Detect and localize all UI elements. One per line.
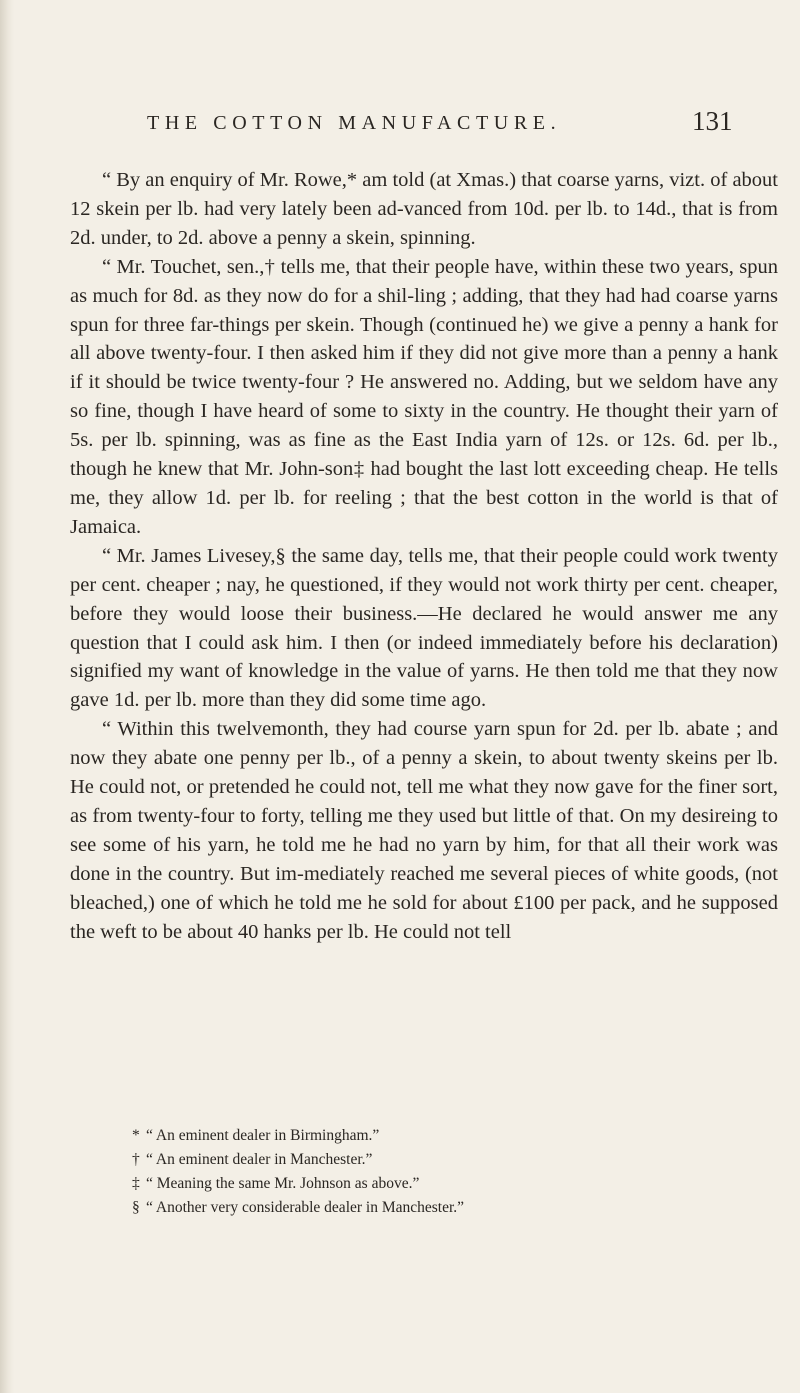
footnote-mark: † [132,1151,140,1168]
paragraph: “ Within this twelvemonth, they had course yarn spun for 2d. per lb. abate ; and now they abate one penny per lb., of a penny a skein, to about twenty skeins per lb. He could not, or pretended he could not, tell me what they now gave for the finer sort, as from twenty-four to forty, telling me they used but little of that. On my desireing to see some of his yarn, he told me he had no yarn by him, for that all their work was done in the country. But im-mediately reached me several pieces of white goods, (not bleached,) one of which he told me he sold for about £100 per pack, and he supposed the weft to be about 40 hanks per lb. He could not tell [70,718,778,943]
footnote [70,1196,778,1220]
paragraph: “ Mr. James Livesey,§ the same day, tells me, that their people could work twenty per cent. cheaper ; nay, he questioned, if they would not work thirty per cent. cheaper, before they would loose their business.—He declared he would answer me any question that I could ask him. I then (or indeed immediately before his declaration) signified my want of knowledge in the value of yarns. He then told me that they now gave 1d. per lb. more than they did some time ago. [70,544,778,712]
footnote [70,1172,778,1196]
footnote [70,1148,778,1172]
footnote-text: “ Another very considerable dealer in Manchester.” [146,1199,465,1216]
footnote-mark: ‡ [132,1175,140,1192]
footnote-text: “ An eminent dealer in Birmingham.” [146,1127,380,1144]
footnote [70,1124,778,1148]
running-header [0,106,800,146]
footnote-text: “ Meaning the same Mr. Johnson as above.” [146,1175,420,1192]
footnotes [70,1124,778,1220]
running-title: THE COTTON MANUFACTURE. [147,112,562,134]
footnote-mark: * [132,1127,140,1144]
body-text [70,166,778,946]
paragraph: “ Mr. Touchet, sen.,† tells me, that their people have, within these two years, spun as much for 8d. as they now do for a shil-ling ; adding, that they had had coarse yarns spun for three far-things per skein. Though (continued he) we give a penny a hank for all above twenty-four. I then asked him if they did not give more than a penny a hank if it should be twice twenty-four ? He answered no. Adding, but we seldom have any so fine, though I have heard of some to sixty in the country. He thought their yarn of 5s. per lb. spinning, was as fine as the East India yarn of 12s. or 12s. 6d. per lb., though he knew that Mr. John-son‡ had bought the last lott exceeding cheap. He tells me, they allow 1d. per lb. for reeling ; that the best cotton in the world is that of Jamaica. [70,255,778,538]
page-number: 131 [692,106,733,136]
footnote-mark: § [132,1199,140,1216]
footnote-text: “ An eminent dealer in Manchester.” [146,1151,373,1168]
page-binding-edge [0,0,14,1393]
paragraph: “ By an enquiry of Mr. Rowe,* am told (at Xmas.) that coarse yarns, vizt. of about 12 skein per lb. had very lately been ad-vanced from 10d. per lb. to 14d., that is from 2d. under, to 2d. above a penny a skein, spinning. [70,169,778,249]
